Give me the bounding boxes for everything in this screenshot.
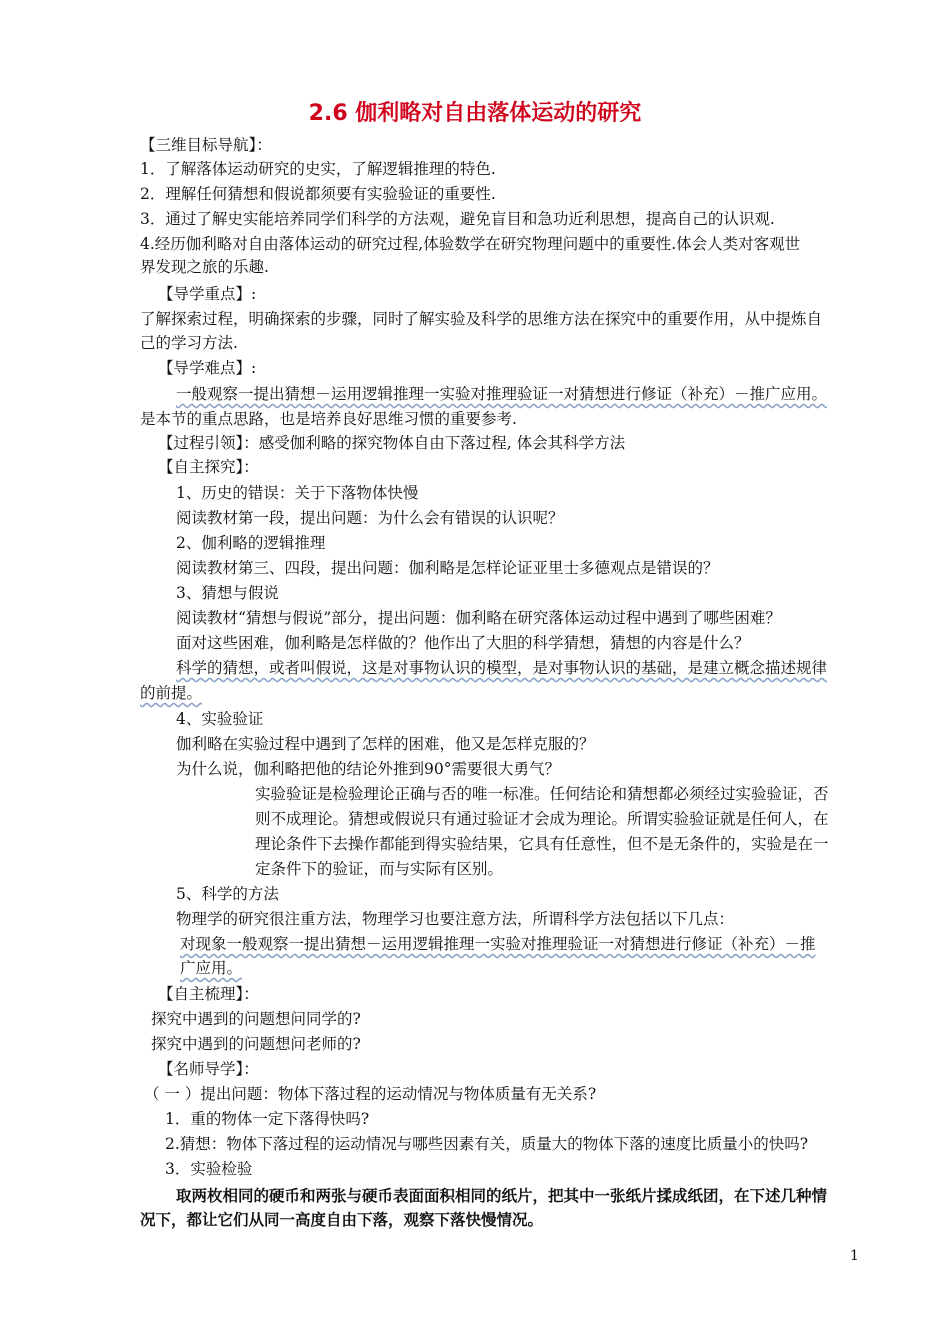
guide-question-2: 2.猜想：物体下落过程的运动情况与哪些因素有关，质量大的物体下落的速度比质量小的快吗?	[165, 1135, 809, 1153]
verification-text-4: 定条件下的验证，而与实际有区别。	[255, 860, 504, 878]
verification-text-2: 则不成理论。猜想或假说只有通过验证才会成为理论。所谓实验验证就是任何人，在	[255, 810, 829, 828]
heading-key-points: 【导学重点】:	[158, 285, 257, 303]
heading-objectives: 【三维目标导航】：	[140, 136, 272, 154]
inquiry-2-text: 阅读教材第三、四段，提出问题：伽利略是怎样论证亚里士多德观点是错误的？	[176, 559, 719, 577]
heading-teacher-guide: 【名师导学】：	[158, 1060, 259, 1078]
inquiry-5-title: 5、科学的方法	[176, 885, 279, 903]
inquiry-5-text: 物理学的研究很注重方法，物理学习也要注意方法，所谓科学方法包括以下几点：	[176, 910, 735, 928]
difficulties-text: 一般观察一提出猜想－运用逻辑推理一实验对推理验证一对猜想进行修证（补充）－推广应用。	[176, 385, 828, 403]
inquiry-2-title: 2、伽利略的逻辑推理	[176, 534, 326, 552]
heading-self-inquiry: 【自主探究】：	[158, 458, 259, 476]
review-question-teacher: 探究中遇到的问题想问老师的?	[151, 1035, 361, 1053]
inquiry-4-title: 4、实验验证	[176, 710, 264, 728]
heading-self-review: 【自主梳理】：	[158, 985, 259, 1003]
inquiry-3-text-3-cont: 的前提。	[140, 684, 203, 702]
experiment-text: 取两枚相同的硬币和两张与硬币表面面积相同的纸片，把其中一张纸片揉成纸团，在下述几种情	[176, 1186, 828, 1205]
experiment-text-cont: 况下，都让它们从同一高度自由下落，观察下落快慢情况。	[140, 1210, 544, 1229]
heading-difficulties: 【导学难点】:	[158, 359, 257, 377]
guide-question-1: 1．重的物体一定下落得快吗?	[165, 1110, 370, 1128]
objective-4: 4.经历伽利略对自由落体运动的研究过程,体验数学在研究物理问题中的重要性.体会人类对客观世	[140, 235, 801, 253]
objective-4-cont: 界发现之旅的乐趣.	[140, 258, 269, 276]
inquiry-3-title: 3、猜想与假说	[176, 584, 279, 602]
review-question-classmates: 探究中遇到的问题想问同学的?	[151, 1010, 361, 1028]
objective-3: 3．通过了解史实能培养同学们科学的方法观，避免盲目和急功近利思想，提高自己的认识观.	[140, 210, 775, 228]
page-number: 1	[850, 1248, 859, 1264]
process-guide: 【过程引领】：感受伽利略的探究物体自由下落过程, 体会其科学方法	[158, 434, 626, 452]
key-points-text-cont: 己的学习方法.	[140, 334, 238, 352]
method-steps-cont: 广应用。	[180, 959, 243, 977]
inquiry-1-title: 1、历史的错误：关于下落物体快慢	[176, 484, 419, 502]
guide-part-1: （ 一 ）提出问题：物体下落过程的运动情况与物体质量有无关系?	[144, 1085, 597, 1103]
verification-text-1: 实验验证是检验理论正确与否的唯一标准。任何结论和猜想都必须经过实验验证，否	[255, 785, 829, 803]
inquiry-3-text-3: 科学的猜想，或者叫假说，这是对事物认识的模型，是对事物认识的基础，是建立概念描述规律	[176, 659, 828, 677]
inquiry-1-text: 阅读教材第一段，提出问题：为什么会有错误的认识呢？	[176, 509, 564, 527]
inquiry-4-text-1: 伽利略在实验过程中遇到了怎样的困难，他又是怎样克服的？	[176, 735, 595, 753]
guide-step-3: 3．实验检验	[165, 1160, 253, 1178]
objective-1: 1．了解落体运动研究的史实，了解逻辑推理的特色.	[140, 160, 496, 178]
difficulties-text-cont: 是本节的重点思路，也是培养良好思维习惯的重要参考.	[140, 410, 517, 428]
inquiry-3-text-1: 阅读教材“猜想与假说”部分，提出问题：伽利略在研究落体运动过程中遇到了哪些困难？	[176, 609, 781, 627]
key-points-text: 了解探索过程，明确探索的步骤，同时了解实验及科学的思维方法在探究中的重要作用，从中提炼自	[140, 310, 823, 328]
page-title: 2.6 伽利略对自由落体运动的研究	[308, 101, 642, 126]
verification-text-3: 理论条件下去操作都能到得实验结果，它具有任意性，但不是无条件的，实验是在一	[255, 835, 829, 853]
inquiry-4-text-2: 为什么说，伽利略把他的结论外推到90°需要很大勇气？	[176, 760, 560, 778]
objective-2: 2．理解任何猜想和假说都须要有实验验证的重要性.	[140, 185, 496, 203]
method-steps: 对现象一般观察一提出猜想－运用逻辑推理一实验对推理验证一对猜想进行修证（补充）－推	[180, 935, 816, 953]
inquiry-3-text-2: 面对这些困难，伽利略是怎样做的？他作出了大胆的科学猜想，猜想的内容是什么？	[176, 634, 750, 652]
